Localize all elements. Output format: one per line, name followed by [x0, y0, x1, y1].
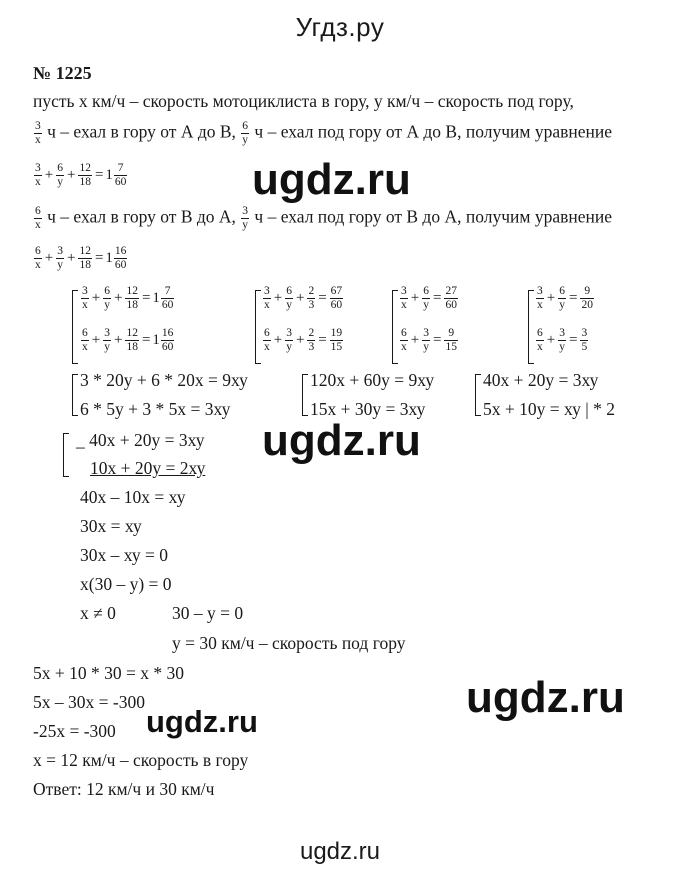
text-line-4: $\frac{6}{x}$ ч – ехал в гору от В до А, $\frac{3}{y}$ ч – ехал под гору от В до А, получим уравнение: [35, 205, 612, 232]
step-line: х(30 – у) = 0: [80, 574, 172, 594]
system-brace: [255, 290, 261, 364]
step-line: -25х = -300: [33, 721, 116, 741]
text-line-2: [33, 120, 612, 147]
step-line: х = 12 км/ч – скорость в гору: [33, 750, 249, 770]
answer-line: Ответ: 12 км/ч и 30 км/ч: [33, 779, 215, 799]
watermark: ugdz.ru: [252, 155, 411, 204]
system-5-eq-b: 6 * 5у + 3 * 5х = 3ху: [80, 399, 231, 419]
system-1-eq-b: $\frac{6}{x}$ + $\frac{3}{y}$ + $\frac{12}{18}$ = 1 $\frac{16}{60}$: [82, 327, 174, 354]
system-brace: [392, 290, 398, 364]
subtraction-eq-b: 10х + 20у = 2ху: [90, 458, 206, 478]
system-3-eq-a: $\frac{3}{x}$ + $\frac{6}{y}$ = $\frac{27}{60}$: [401, 285, 457, 312]
system-brace: [72, 290, 78, 364]
system-7-eq-a: 40х + 20у = 3ху: [483, 370, 599, 390]
system-4-eq-b: $\frac{6}{x}$ + $\frac{3}{y}$ = $\frac{3}{5}$: [537, 327, 588, 354]
system-brace: [72, 374, 78, 416]
system-3-eq-b: $\frac{6}{x}$ + $\frac{3}{y}$ = $\frac{9}{15}$: [401, 327, 457, 354]
system-2-eq-a: $\frac{3}{x}$ + $\frac{6}{y}$ + $\frac{2}{3}$ = $\frac{67}{60}$: [264, 285, 343, 312]
system-4-eq-a: $\frac{3}{x}$ + $\frac{6}{y}$ = $\frac{9}{20}$: [537, 285, 593, 312]
text-line-1: пусть х км/ч – скорость мотоциклиста в гору, у км/ч – скорость под гору,: [33, 91, 574, 111]
step-line: х ≠ 0: [80, 603, 116, 623]
system-6-eq-b: 15х + 30у = 3ху: [310, 399, 426, 419]
watermark: ugdz.ru: [466, 673, 625, 722]
fraction: $\frac{3}{x}$: [35, 120, 41, 147]
site-header: Угдз.ру: [295, 12, 385, 42]
system-6-eq-a: 120х + 60у = 9ху: [310, 370, 435, 390]
step-line: у = 30 км/ч – скорость под гору: [172, 633, 406, 653]
text-fragment: ч – ехал под гору от А до В, получим уравнение: [254, 121, 612, 142]
equation-2: $\frac{6}{x}$ + $\frac{3}{y}$ + $\frac{12}{18}$ = 1 $\frac{16}{60}$: [35, 245, 127, 272]
system-1-eq-a: $\frac{3}{x}$ + $\frac{6}{y}$ + $\frac{12}{18}$ = 1 $\frac{7}{60}$: [82, 285, 174, 312]
step-line: 30х = ху: [80, 516, 142, 536]
system-5-eq-a: 3 * 20у + 6 * 20х = 9ху: [80, 370, 248, 390]
watermark: ugdz.ru: [262, 416, 421, 465]
subtraction-eq-a: _ 40х + 20у = 3ху: [76, 430, 205, 450]
step-line: 30 – у = 0: [172, 603, 244, 623]
step-line: 30х – ху = 0: [80, 545, 168, 565]
system-brace: [475, 374, 481, 416]
problem-number: № 1225: [33, 63, 92, 83]
system-7-eq-b: 5х + 10у = ху | * 2: [483, 399, 615, 419]
fraction: $\frac{6}{y}$: [242, 120, 249, 147]
watermark: ugdz.ru: [146, 704, 258, 739]
system-brace: [302, 374, 308, 416]
step-line: 5х – 30х = -300: [33, 692, 145, 712]
site-footer: ugdz.ru: [299, 838, 381, 865]
text-fragment: ч – ехал в гору от А до В,: [47, 121, 236, 142]
equation-1: $\frac{3}{x}$ + $\frac{6}{y}$ + $\frac{12}{18}$ = 1 $\frac{7}{60}$: [35, 162, 127, 189]
system-brace: [63, 433, 69, 477]
system-brace: [528, 290, 534, 364]
system-2-eq-b: $\frac{6}{x}$ + $\frac{3}{y}$ + $\frac{2}{3}$ = $\frac{19}{15}$: [264, 327, 343, 354]
step-line: 40х – 10х = ху: [80, 487, 186, 507]
step-line: 5х + 10 * 30 = х * 30: [33, 663, 184, 683]
